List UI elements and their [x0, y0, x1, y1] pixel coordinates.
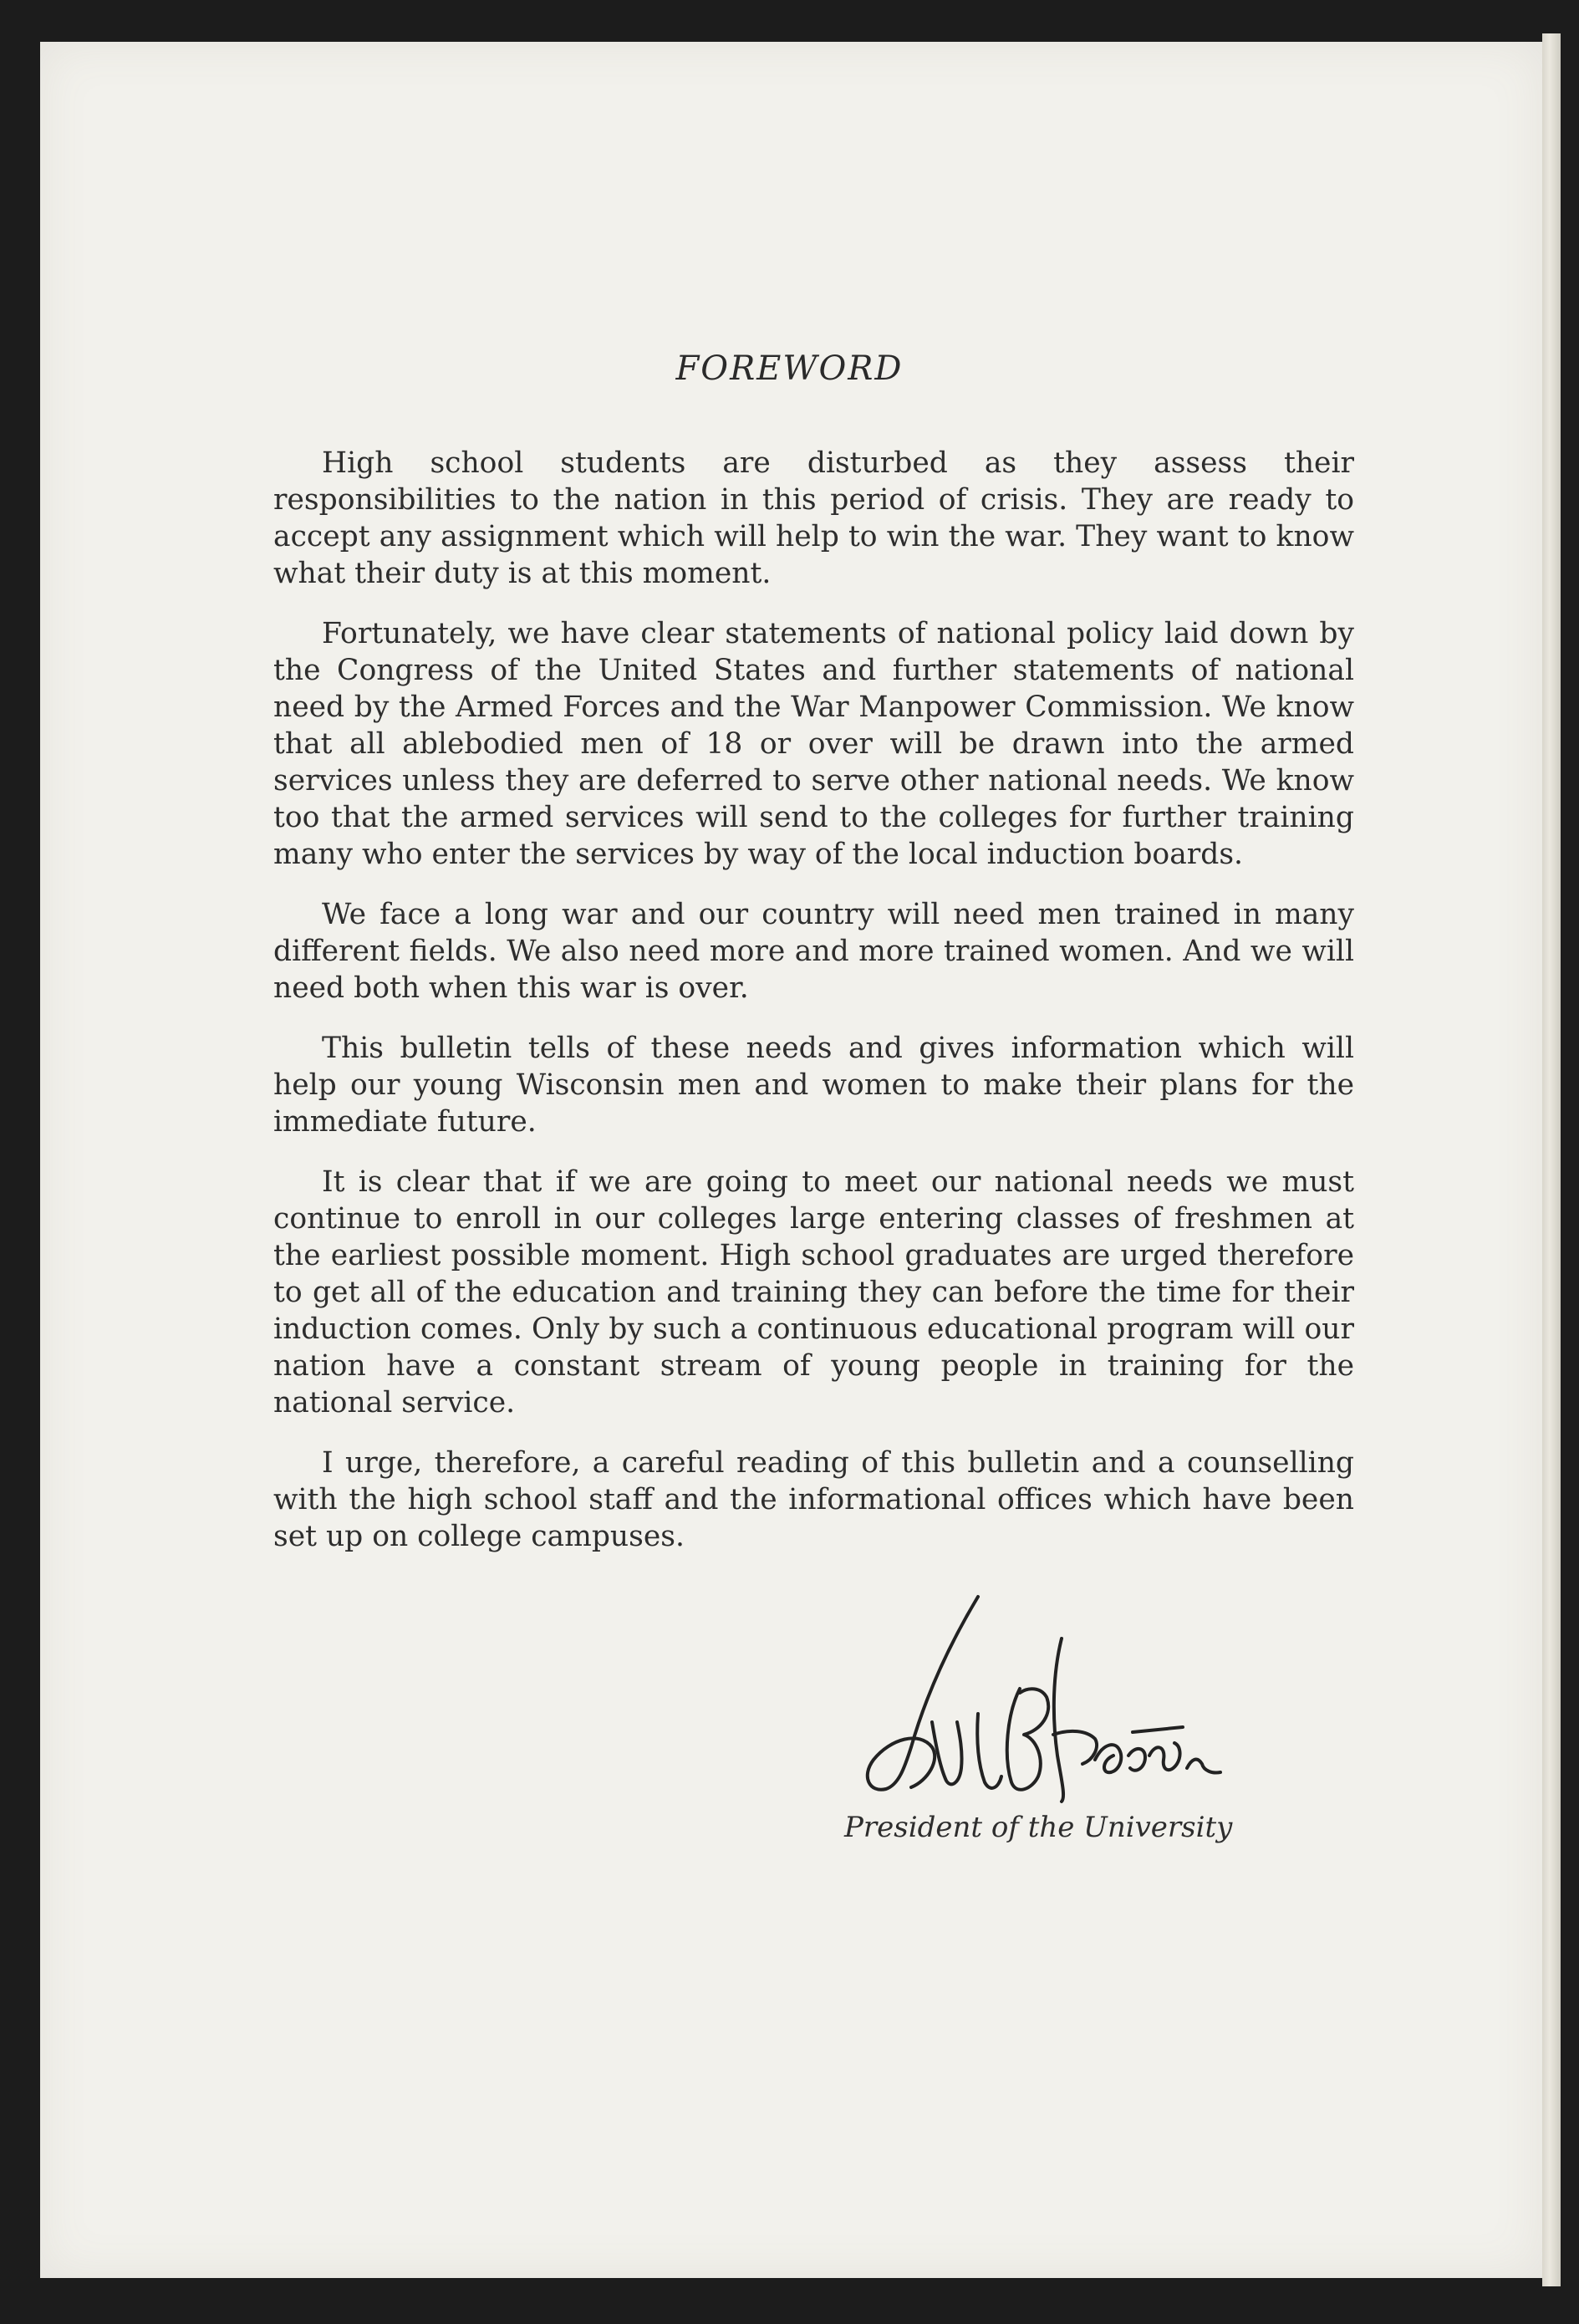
handwritten-signature	[853, 1588, 1254, 1806]
paragraph-5: It is clear that if we are going to meet our national needs we must continue to enroll in our colleges large entering classes of freshmen at the earliest possible moment. High school graduates are urged therefore to get all of the education and training they can before the time for their induction comes. Only by such a continuous educational program will our nation have a constant stream of young people in training for the national service.	[273, 1165, 1354, 1419]
paragraph-4: This bulletin tells of these needs and gives information which will help our young Wisconsin men and women to make their plans for the immediate future.	[273, 1032, 1354, 1139]
paragraph-6: I urge, therefore, a careful reading of this bulletin and a counselling with the high school staff and the informational offices which have been set up on college campuses.	[273, 1446, 1354, 1553]
page-title: FOREWORD	[675, 349, 904, 388]
paragraph-1: High school students are disturbed as they assess their responsibilities to the nation in this period of crisis. They are ready to accept any assignment which will help to win the war. They want to know what their duty is at this moment.	[273, 446, 1354, 590]
foreword-body	[273, 445, 1354, 1578]
signature-caption: President of the University	[844, 1811, 1233, 1844]
paragraph-2: Fortunately, we have clear statements of national policy laid down by the Congress of the United States and further statements of national need by the Armed Forces and the War Manpower Commission. We know that all ablebodied men of 18 or over will be drawn into the armed services unless they are deferred to serve other national needs. We know too that the armed services will send to the colleges for further training many who enter the services by way of the local induction boards.	[273, 617, 1354, 871]
paragraph-3: We face a long war and our country will need men trained in many different fields. We also need more and more trained women. And we will need both when this war is over.	[273, 898, 1354, 1005]
